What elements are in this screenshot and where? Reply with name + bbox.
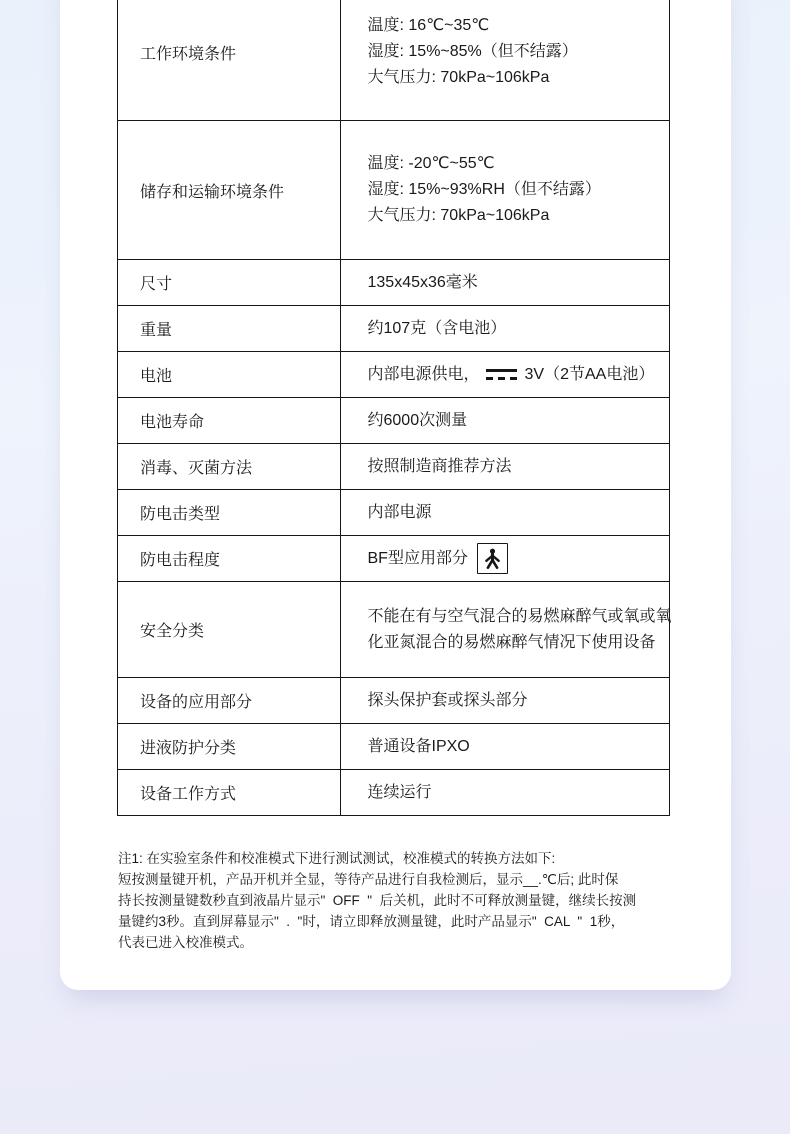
spec-value-line <box>368 604 670 630</box>
spec-value-line <box>368 408 670 434</box>
spec-value-line <box>368 454 670 480</box>
spec-label: 设备的应用部分 <box>118 678 341 724</box>
spec-label: 电池寿命 <box>118 398 341 444</box>
spec-value-text: 内部电源 <box>367 503 432 521</box>
table-row <box>118 490 670 536</box>
spec-value-text: 湿度: 15%~93%RH（但不结露） <box>367 181 601 198</box>
table-row <box>118 306 670 352</box>
spec-value-line <box>368 734 670 760</box>
spec-value-line <box>368 630 670 656</box>
table-row <box>118 121 670 260</box>
spec-label: 进液防护分类 <box>118 724 341 770</box>
calibration-note-line: 短按测量键开机，产品开机并全显，等待产品进行自我检测后，显示__.℃后; 此时保 <box>118 872 619 887</box>
table-row <box>118 398 670 444</box>
spec-value-text: 大气压力: 70kPa~106kPa <box>367 207 550 224</box>
spec-value-line <box>368 270 670 296</box>
spec-value-text: 约107克（含电池） <box>367 319 507 337</box>
calibration-note <box>118 848 731 953</box>
spec-value <box>340 582 670 678</box>
calibration-note-line: 量键约3秒。直到屏幕显示" . "时，请立即释放测量键，此时产品显示" CAL " 1秒， <box>118 914 625 929</box>
spec-value-text: 探头保护套或探头部分 <box>367 691 528 709</box>
spec-label: 消毒、灭菌方法 <box>118 444 341 490</box>
spec-value-text: BF型应用部分 <box>367 549 468 567</box>
spec-label: 安全分类 <box>118 582 341 678</box>
spec-value-text: 约6000次测量 <box>367 411 468 429</box>
spec-value-text: 普通设备IPXO <box>367 737 470 755</box>
calibration-note-line: 持长按测量键数秒直到液晶片显示" OFF " 后关机，此时不可释放测量键，继续长按测 <box>118 893 637 908</box>
table-row <box>118 260 670 306</box>
spec-value <box>340 352 670 398</box>
spec-value-line <box>368 500 670 526</box>
table-row <box>118 582 670 678</box>
spec-label: 工作环境条件 <box>118 0 341 121</box>
spec-value <box>340 398 670 444</box>
spec-label: 防电击程度 <box>118 536 341 582</box>
spec-value <box>340 724 670 770</box>
spec-value <box>340 260 670 306</box>
spec-value-line <box>368 39 670 65</box>
spec-value <box>340 121 670 260</box>
spec-value-line <box>368 203 670 229</box>
spec-value-text: 内部电源供电， <box>367 365 480 383</box>
bf-type-applied-part-icon <box>477 543 508 574</box>
table-row <box>118 678 670 724</box>
spec-value-line <box>368 151 670 177</box>
spec-label: 储存和运输环境条件 <box>118 121 341 260</box>
spec-value-text: 连续运行 <box>367 783 432 801</box>
spec-value-text: 大气压力: 70kPa~106kPa <box>367 69 550 86</box>
spec-value-line <box>368 688 670 714</box>
spec-label: 防电击类型 <box>118 490 341 536</box>
spec-label: 尺寸 <box>118 260 341 306</box>
spec-value-text: 按照制造商推荐方法 <box>367 457 512 475</box>
spec-value-text: 135x45x36毫米 <box>367 273 478 291</box>
spec-label: 设备工作方式 <box>118 770 341 816</box>
spec-value <box>340 678 670 724</box>
spec-label: 电池 <box>118 352 341 398</box>
calibration-note-line: 代表已进入校准模式。 <box>118 935 253 950</box>
spec-value-text: 不能在有与空气混合的易燃麻醉气或氧或氧 <box>367 607 672 625</box>
spec-value-text: 湿度: 15%~85%（但不结露） <box>367 43 578 60</box>
spec-table <box>117 0 670 816</box>
spec-value-line <box>368 177 670 203</box>
spec-value <box>340 444 670 490</box>
spec-value-line <box>368 13 670 39</box>
spec-value-line <box>368 780 670 806</box>
spec-value <box>340 0 670 121</box>
table-row <box>118 536 670 582</box>
spec-value <box>340 770 670 816</box>
spec-value-line <box>368 543 670 574</box>
spec-value <box>340 490 670 536</box>
spec-value-text: 3V（2节AA电池） <box>524 365 655 383</box>
spec-value-text: 温度: -20℃~55℃ <box>367 155 495 172</box>
table-row <box>118 352 670 398</box>
table-row <box>118 724 670 770</box>
spec-table-body <box>118 0 670 816</box>
spec-value <box>340 536 670 582</box>
spec-value-text: 化亚氮混合的易燃麻醉气情况下使用设备 <box>367 633 656 651</box>
table-row <box>118 770 670 816</box>
calibration-note-line: 注1: 在实验室条件和校准模式下进行测试测试，校准模式的转换方法如下: <box>118 851 556 866</box>
spec-value-line <box>368 316 670 342</box>
spec-value-line <box>368 65 670 91</box>
spec-label: 重量 <box>118 306 341 352</box>
table-row <box>118 444 670 490</box>
dc-power-icon <box>486 369 517 380</box>
spec-value-text: 温度: 16℃~35℃ <box>367 17 490 34</box>
spec-value-line <box>368 362 670 388</box>
spec-card <box>60 0 731 990</box>
table-row <box>118 0 670 121</box>
spec-value <box>340 306 670 352</box>
